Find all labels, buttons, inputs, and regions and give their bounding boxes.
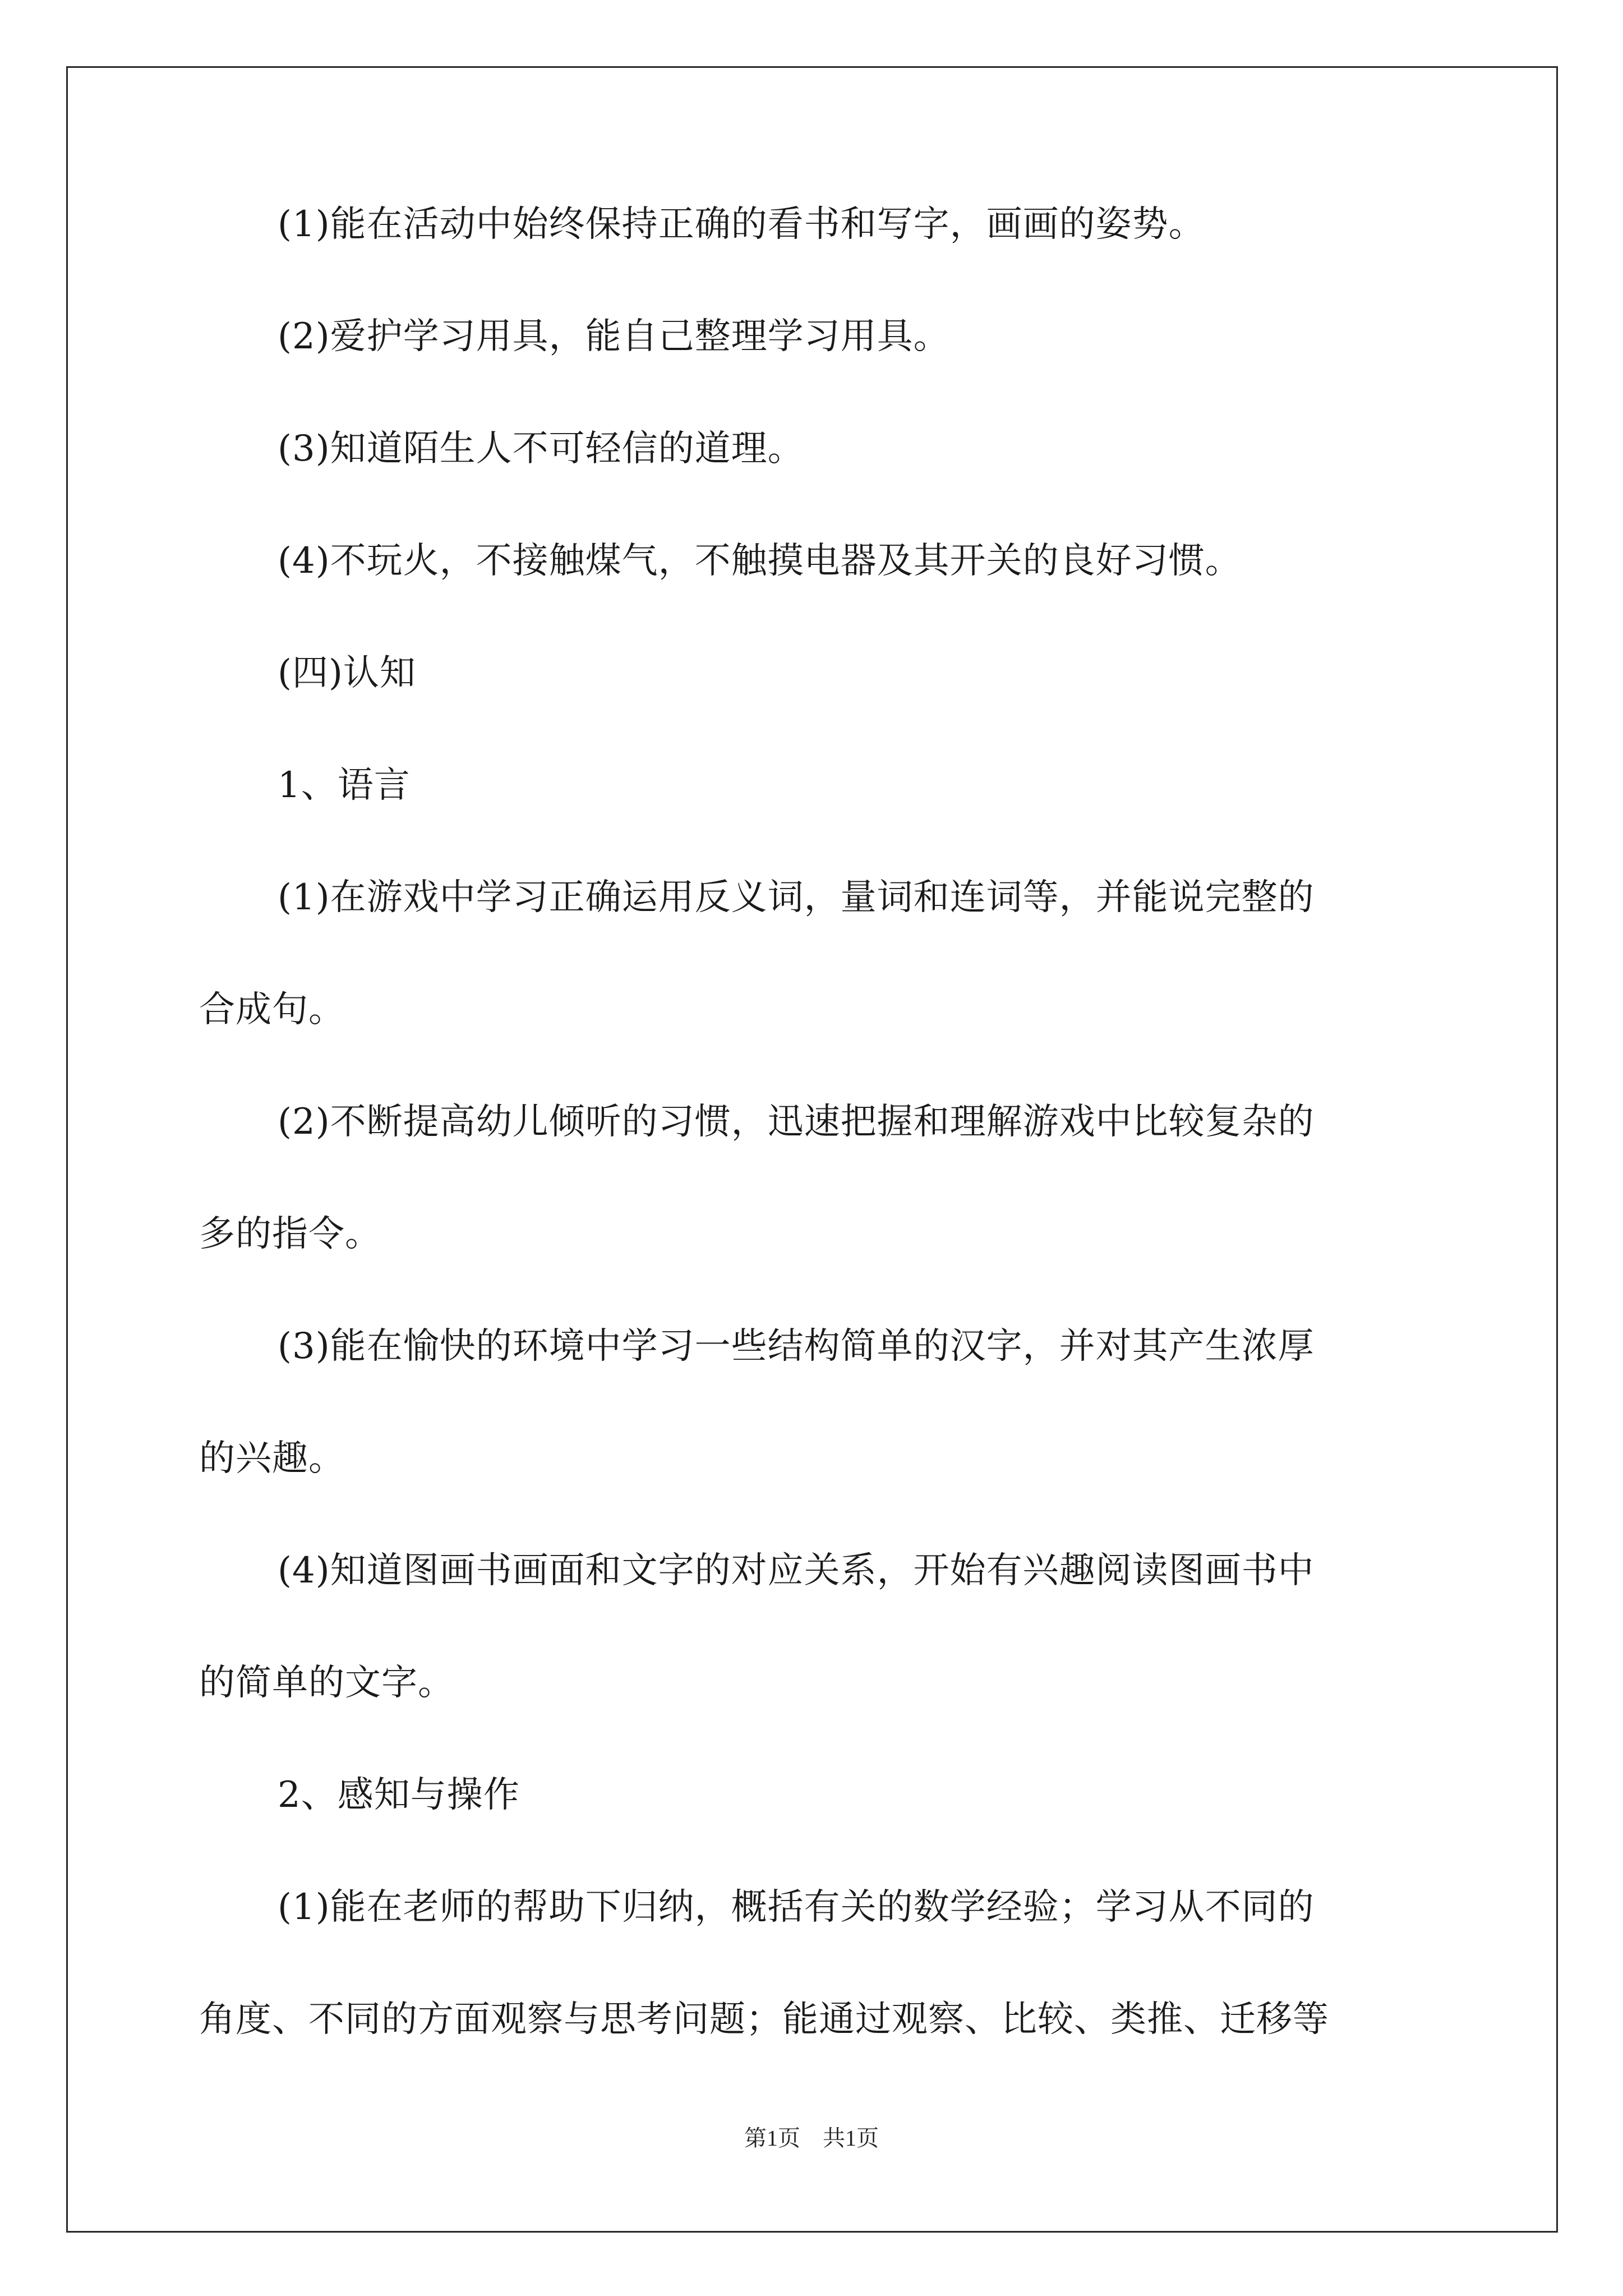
paragraph-line: (1)在游戏中学习正确运用反义词，量词和连词等，并能说完整的 (278, 877, 1315, 918)
paragraph-line: (2)不断提高幼儿倾听的习惯，迅速把握和理解游戏中比较复杂的 (278, 1101, 1315, 1143)
subsection-heading: 2、感知与操作 (278, 1774, 520, 1816)
page-number: 第1页 (744, 2125, 800, 2151)
paragraph-line: (1)能在老师的帮助下归纳，概括有关的数学经验；学习从不同的 (278, 1887, 1315, 1928)
paragraph-line: 的兴趣。 (199, 1438, 345, 1479)
paragraph-line: (1)能在活动中始终保持正确的看书和写字，画画的姿势。 (278, 204, 1205, 245)
paragraph-line: 多的指令。 (199, 1213, 381, 1255)
page-total: 共1页 (823, 2125, 879, 2151)
paragraph-line: (4)不玩火，不接触煤气，不触摸电器及其开关的良好习惯。 (278, 540, 1242, 582)
paragraph-line: 合成句。 (199, 989, 345, 1030)
paragraph-line: 的简单的文字。 (199, 1662, 454, 1704)
page-footer (0, 2120, 1623, 2152)
paragraph-line: (2)爱护学习用具，能自己整理学习用具。 (278, 316, 950, 357)
paragraph-line: (3)知道陌生人不可轻信的道理。 (278, 428, 804, 470)
paragraph-line: (4)知道图画书画面和文字的对应关系，开始有兴趣阅读图画书中 (278, 1550, 1315, 1591)
section-heading: (四)认知 (278, 652, 416, 694)
subsection-heading: 1、语言 (278, 765, 411, 806)
paragraph-line: 角度、不同的方面观察与思考问题；能通过观察、比较、类推、迁移等 (199, 1999, 1329, 2040)
paragraph-line: (3)能在愉快的环境中学习一些结构简单的汉字，并对其产生浓厚 (278, 1326, 1315, 1367)
